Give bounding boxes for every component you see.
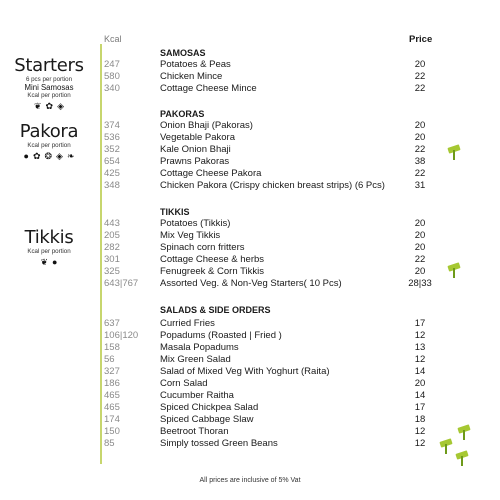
item-name: Mix Green Salad (160, 354, 231, 365)
item-name: Popadums (Roasted | Fried ) (160, 330, 282, 341)
item-name: Beetroot Thoran (160, 426, 229, 437)
section-heading (104, 48, 444, 59)
item-price: 28|33 (408, 278, 432, 289)
section-title: PAKORAS (160, 109, 205, 119)
vat-footnote: All prices are inclusive of 5% Vat (199, 477, 301, 484)
item-kcal: 425 (104, 168, 120, 179)
item-name: Potatoes (Tikkis) (160, 218, 231, 229)
vegetable-icon: ✿ (32, 151, 41, 161)
pakora-sub: Kcal per portion (27, 142, 71, 149)
item-name: Vegetable Pakora (160, 132, 236, 143)
item-kcal: 637 (104, 318, 120, 329)
item-name: Spinach corn fritters (160, 242, 245, 253)
menu-item-row (104, 59, 444, 70)
item-price: 20 (414, 59, 426, 70)
menu-item-row (104, 230, 444, 241)
veg-flag-icon (456, 452, 468, 466)
item-kcal: 247 (104, 59, 120, 70)
item-kcal: 536 (104, 132, 120, 143)
menu-item-row (104, 242, 444, 253)
item-price: 14 (414, 390, 426, 401)
veg-flag-icon (440, 440, 452, 454)
section-title: SAMOSAS (160, 48, 206, 58)
item-name: Kale Onion Bhaji (160, 144, 231, 155)
menu-item-row (104, 278, 444, 289)
cheese-icon: ◈ (57, 101, 64, 111)
item-kcal: 643|767 (104, 278, 139, 289)
item-name: Mix Veg Tikkis (160, 230, 221, 241)
item-name: Prawns Pakoras (160, 156, 230, 167)
item-name: Spiced Chickpea Salad (160, 402, 259, 413)
menu-item-row (104, 402, 444, 413)
item-price: 13 (414, 342, 426, 353)
menu-item-row (104, 156, 444, 167)
onion-icon: ● (23, 151, 29, 161)
menu-item-row (104, 378, 444, 389)
item-name: Spiced Cabbage Slaw (160, 414, 254, 425)
item-name: Corn Salad (160, 378, 208, 389)
item-kcal: 150 (104, 426, 120, 437)
menu-item-row (104, 120, 444, 131)
item-price: 22 (414, 254, 426, 265)
item-price: 17 (414, 402, 426, 413)
menu-item-row (104, 426, 444, 437)
item-kcal: 158 (104, 342, 120, 353)
item-price: 12 (414, 330, 426, 341)
item-name: Cucumber Raitha (160, 390, 234, 401)
item-kcal: 443 (104, 218, 120, 229)
potato-icon: ● (52, 257, 58, 267)
item-price: 22 (414, 83, 426, 94)
starters-sub: 6 pcs per portion (25, 76, 73, 83)
item-kcal: 106|120 (104, 330, 139, 341)
spinach-icon: ❦ (40, 257, 49, 267)
item-name: Chicken Pakora (Crispy chicken breast strips) (6 Pcs) (160, 180, 385, 191)
menu-item-row (104, 366, 444, 377)
section-heading (104, 207, 444, 218)
tikkis-title: Tikkis (24, 227, 74, 248)
section-heading (104, 305, 444, 316)
item-name: Masala Popadums (160, 342, 239, 353)
veg-flag-icon (448, 264, 460, 278)
price-header: Price (409, 34, 433, 45)
item-kcal: 465 (104, 390, 120, 401)
item-price: 20 (414, 266, 426, 277)
section-heading (104, 109, 444, 120)
item-kcal: 85 (104, 438, 115, 449)
item-price: 12 (414, 438, 426, 449)
item-kcal: 340 (104, 83, 120, 94)
item-kcal: 301 (104, 254, 120, 265)
menu-item-row (104, 144, 444, 155)
menu-item-row (104, 414, 444, 425)
item-kcal: 205 (104, 230, 120, 241)
item-price: 22 (414, 144, 426, 155)
item-name: Salad of Mixed Veg With Yoghurt (Raita) (160, 366, 330, 377)
chicken-icon: ❧ (66, 151, 75, 161)
starters-kcal-note: Kcal per portion (27, 92, 71, 99)
item-price: 20 (414, 230, 426, 241)
item-name: Cottage Cheese & herbs (160, 254, 265, 265)
item-name: Assorted Veg. & Non-Veg Starters( 10 Pcs) (160, 278, 342, 289)
menu-item-row (104, 71, 444, 82)
item-kcal: 282 (104, 242, 120, 253)
item-name: Onion Bhaji (Pakoras) (160, 120, 253, 131)
item-kcal: 352 (104, 144, 120, 155)
item-price: 20 (414, 378, 426, 389)
cheese-icon: ◈ (56, 151, 63, 161)
item-name: Cottage Cheese Pakora (160, 168, 262, 179)
menu-item-row (104, 168, 444, 179)
menu-item-row (104, 342, 444, 353)
menu-item-row (104, 83, 444, 94)
item-kcal: 465 (104, 402, 120, 413)
item-kcal: 186 (104, 378, 120, 389)
item-price: 38 (414, 156, 426, 167)
item-name: Potatoes & Peas (160, 59, 231, 70)
menu-item-row (104, 218, 444, 229)
item-price: 20 (414, 120, 426, 131)
item-kcal: 374 (104, 120, 120, 131)
tikkis-sub: Kcal per portion (27, 248, 71, 255)
item-price: 22 (414, 71, 426, 82)
item-name: Chicken Mince (160, 71, 223, 82)
menu-item-row (104, 318, 444, 329)
item-kcal: 580 (104, 71, 120, 82)
menu-item-row (104, 438, 444, 449)
item-price: 12 (414, 354, 426, 365)
item-price: 20 (414, 132, 426, 143)
section-title: SALADS & SIDE ORDERS (160, 305, 271, 315)
veg-flag-icon (458, 426, 470, 440)
item-name: Cottage Cheese Mince (160, 83, 257, 94)
item-name: Simply tossed Green Beans (160, 438, 278, 449)
item-kcal: 174 (104, 414, 120, 425)
menu-item-row (104, 132, 444, 143)
menu-item-row (104, 354, 444, 365)
menu-item-row (104, 330, 444, 341)
chicken-icon: ✿ (45, 101, 54, 111)
menu-item-row (104, 254, 444, 265)
starters-title: Starters (14, 55, 84, 76)
menu-item-row (104, 266, 444, 277)
item-kcal: 348 (104, 180, 120, 191)
item-price: 12 (414, 426, 426, 437)
menu-item-row (104, 390, 444, 401)
item-name: Curried Fries (160, 318, 215, 329)
item-price: 17 (414, 318, 426, 329)
item-kcal: 325 (104, 266, 120, 277)
item-price: 18 (414, 414, 426, 425)
veg-flag-icon (448, 146, 460, 160)
leaf-icon: ❦ (33, 101, 42, 111)
prawn-icon: ❂ (44, 151, 53, 161)
pakora-title: Pakora (19, 121, 79, 142)
menu-item-row (104, 180, 444, 191)
section-title: TIKKIS (160, 207, 190, 217)
item-price: 14 (414, 366, 426, 377)
item-price: 20 (414, 242, 426, 253)
item-price: 22 (414, 168, 426, 179)
item-kcal: 327 (104, 366, 120, 377)
item-kcal: 56 (104, 354, 115, 365)
kcal-header: Kcal (104, 34, 122, 44)
item-price: 20 (414, 218, 426, 229)
mini-samosas-label: Mini Samosas (24, 83, 74, 92)
item-kcal: 654 (104, 156, 120, 167)
item-price: 31 (414, 180, 426, 191)
item-name: Fenugreek & Corn Tikkis (160, 266, 265, 277)
